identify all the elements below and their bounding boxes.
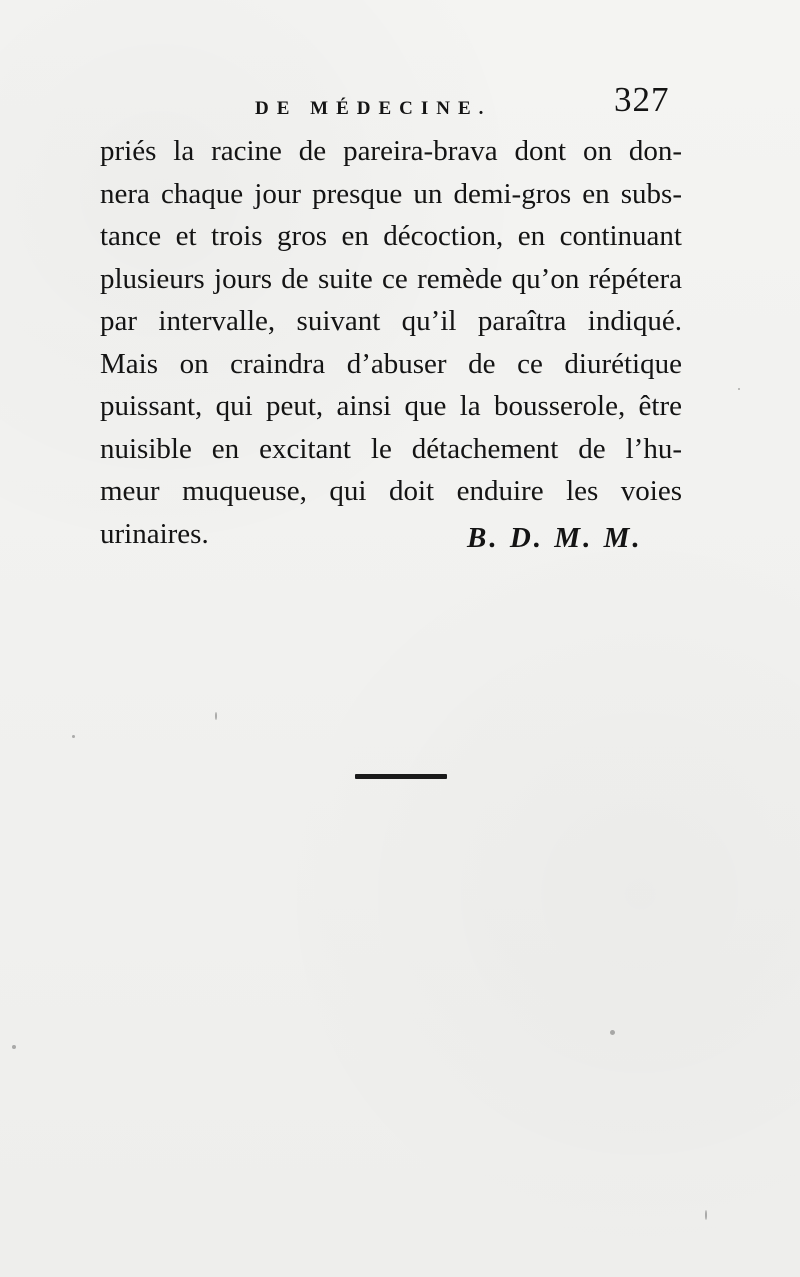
text-line: Mais on craindra d’abuser de ce diurétique	[100, 347, 682, 380]
running-head: DE MÉDECINE.	[255, 98, 492, 119]
paper-speck	[215, 712, 217, 720]
text-line: plusieurs jours de suite ce remède qu’on répétera	[100, 262, 682, 295]
paper-speck	[738, 388, 740, 390]
text-line: tance et trois gros en décoction, en continuant	[100, 220, 682, 252]
text-line: urinaires.	[100, 517, 209, 550]
section-rule	[355, 774, 447, 779]
text-line: nuisible en excitant le détachement de l’hu-	[100, 432, 682, 465]
text-line: priés la racine de pareira-brava dont on don-	[100, 135, 682, 167]
text-line: nera chaque jour presque un demi-gros en subs-	[100, 177, 682, 210]
paper-speck	[610, 1030, 615, 1035]
author-signature-initials: B. D. M. M.	[467, 522, 643, 554]
text-line: par intervalle, suivant qu’il paraîtra indiqué.	[100, 305, 682, 337]
text-line: puissant, qui peut, ainsi que la bousserole, être	[100, 390, 682, 422]
body-paragraph	[100, 130, 682, 555]
page-number: 327	[614, 80, 670, 119]
paper-speck	[705, 1210, 707, 1220]
paper-speck	[72, 735, 75, 738]
paper-speck	[12, 1045, 16, 1049]
text-line: meur muqueuse, qui doit enduire les voies	[100, 475, 682, 507]
